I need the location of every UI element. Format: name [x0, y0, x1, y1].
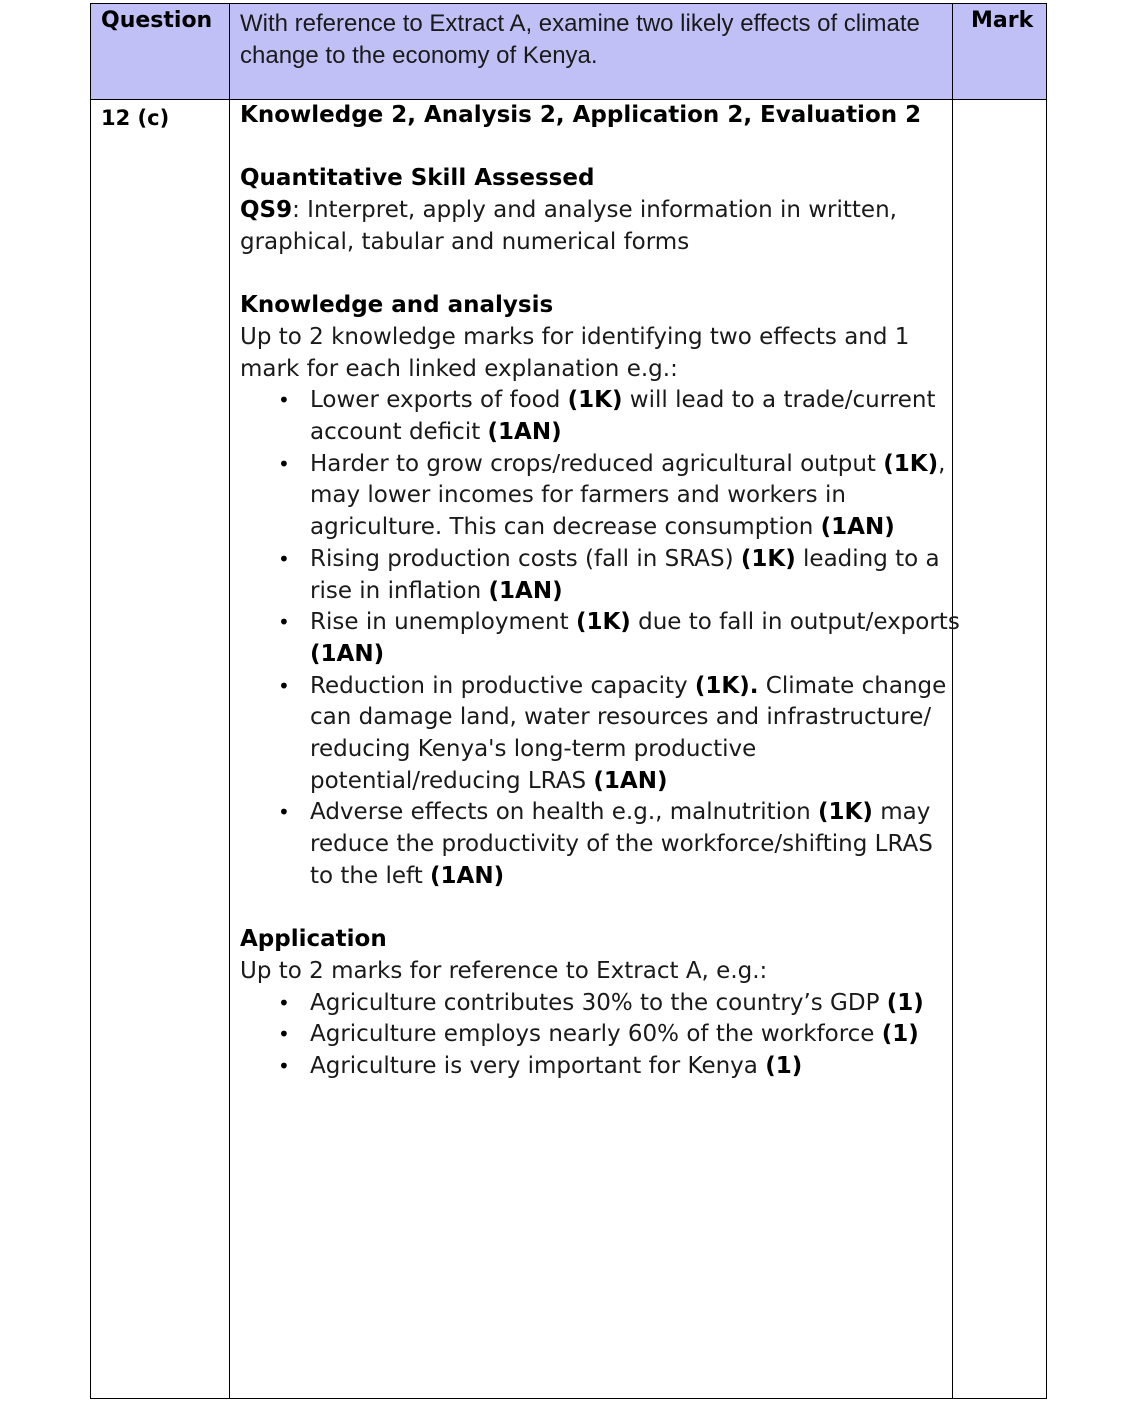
mark-column-header: Mark — [971, 8, 1034, 33]
list-item: • Lower exports of food (1K) will lead to a trade/current account deficit (1AN) — [310, 385, 960, 448]
column-divider — [229, 4, 230, 1398]
list-item: • Reduction in productive capacity (1K). Climate change can damage land, water resources and infrastructure/ reducing Kenya's long-term productive potential/reducing LRAS (1AN) — [310, 671, 960, 798]
qs-code: QS9 — [240, 197, 293, 224]
mark-scheme-content — [240, 100, 960, 1083]
mark-scheme-table — [90, 3, 1047, 1399]
knowledge-analysis-list — [240, 385, 960, 892]
question-text: With reference to Extract A, examine two likely effects of climate change to the economy of Kenya. — [240, 10, 920, 69]
list-item: • Rising production costs (fall in SRAS) (1K) leading to a rise in inflation (1AN) — [310, 544, 960, 607]
application-heading: Application — [240, 926, 387, 953]
knowledge-analysis-intro: Up to 2 knowledge marks for identifying two effects and 1 mark for each linked explanation e.g.: — [240, 323, 910, 382]
qs-text: : Interpret, apply and analyse information in written, graphical, tabular and numerical forms — [240, 197, 897, 255]
list-item: • Agriculture employs nearly 60% of the workforce (1) — [310, 1019, 960, 1051]
application-intro: Up to 2 marks for reference to Extract A, e.g.: — [240, 957, 768, 984]
qs-description — [240, 195, 960, 258]
qs-heading: Quantitative Skill Assessed — [240, 165, 595, 192]
question-column-header: Question — [101, 8, 213, 33]
list-item: • Rise in unemployment (1K) due to fall in output/exports (1AN) — [310, 607, 960, 670]
list-item: • Adverse effects on health e.g., malnutrition (1K) may reduce the productivity of the workforce/shifting LRAS to the left (1AN) — [310, 797, 960, 892]
knowledge-analysis-heading: Knowledge and analysis — [240, 292, 554, 319]
application-list — [240, 988, 960, 1083]
marks-breakdown: Knowledge 2, Analysis 2, Application 2, Evaluation 2 — [240, 102, 922, 128]
list-item: • Harder to grow crops/reduced agricultural output (1K), may lower incomes for farmers and workers in agriculture. This can decrease consumption (1AN) — [310, 449, 960, 544]
list-item: • Agriculture is very important for Kenya (1) — [310, 1051, 960, 1083]
question-number: 12 (c) — [101, 106, 170, 130]
table-header-row — [91, 4, 1046, 100]
list-item: • Agriculture contributes 30% to the country’s GDP (1) — [310, 988, 960, 1020]
